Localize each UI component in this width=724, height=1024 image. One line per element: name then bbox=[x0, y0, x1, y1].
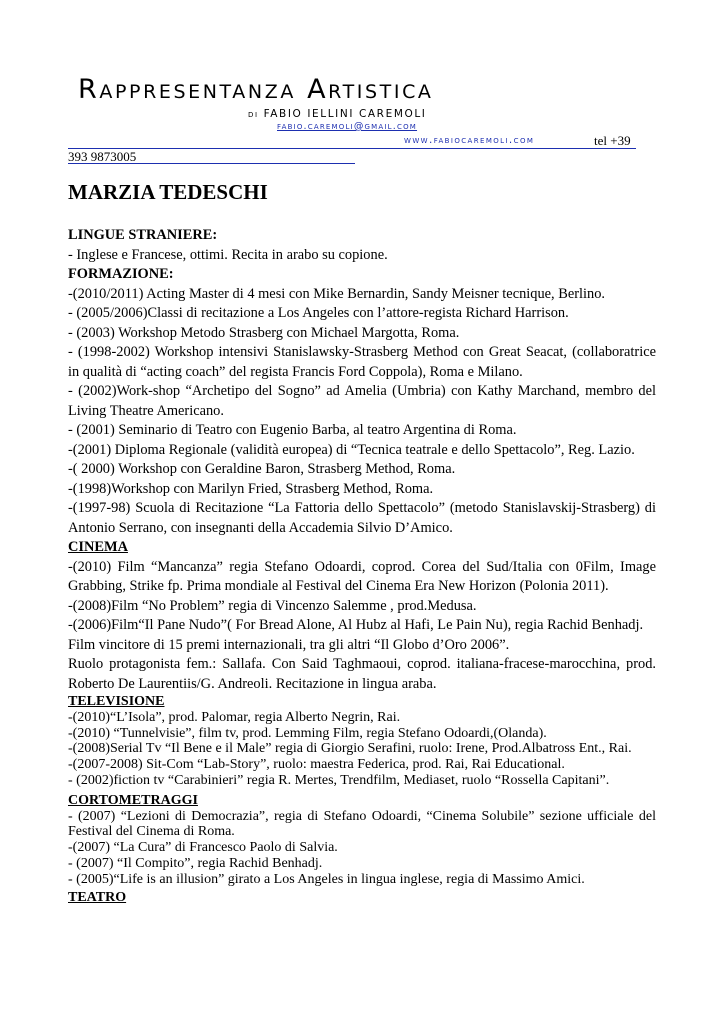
list-item: -(2010) “Tunnelvisie”, film tv, prod. Lemming Film, regia Stefano Odoardi,(Olanda). bbox=[68, 725, 547, 741]
telephone-number: 393 9873005 bbox=[68, 149, 137, 164]
list-item: - Inglese e Francese, ottimi. Recita in arabo su copione. bbox=[68, 246, 388, 263]
list-item: -(2008)Film “No Problem” regia di Vincenzo Salemme , prod.Medusa. bbox=[68, 597, 477, 614]
list-item: - (1998-2002) Workshop intensivi Stanislawsky-Strasberg Method con Great Seacat, (collaboratrice in qualità di “acting coach” del regista Francis Ford Coppola), Roma e Milano. bbox=[68, 344, 656, 380]
website-link[interactable]: www.fabiocaremoli.com bbox=[404, 134, 535, 146]
section-title-teatro: TEATRO bbox=[68, 889, 127, 905]
section-title-televisione: TELEVISIONE bbox=[68, 694, 165, 709]
section-title-lingue: LINGUE STRANIERE: bbox=[68, 227, 218, 243]
list-item: Film vincitore di 15 premi internazionali, tra gli altri “Il Globo d’Oro 2006”. bbox=[68, 636, 510, 653]
list-item: - (2002)fiction tv “Carabinieri” regia R. Mertes, Trendfilm, Mediaset, ruolo “Rossella Capitani”. bbox=[68, 772, 610, 788]
section-title-formazione: FORMAZIONE: bbox=[68, 266, 174, 282]
list-item: - (2003) Workshop Metodo Strasberg con Michael Margotta, Roma. bbox=[68, 324, 460, 341]
list-item: -(2010)“L’Isola”, prod. Palomar, regia Alberto Negrin, Rai. bbox=[68, 709, 401, 725]
list-item: - (2007) “Lezioni di Democrazia”, regia di Stefano Odoardi, “Cinema Solubile” sezione ufficiale del Festival del Cinema di Roma. bbox=[68, 808, 656, 840]
section-title-cortometraggi: CORTOMETRAGGI bbox=[68, 792, 198, 808]
list-item: - (2007) “Il Compito”, regia Rachid Benhadj. bbox=[68, 855, 323, 871]
actor-name: MARZIA TEDESCHI bbox=[68, 180, 268, 204]
agency-title: Rappresentanza Artistica bbox=[78, 74, 434, 105]
list-item: -(2010) Film “Mancanza” regia Stefano Odoardi, coprod. Corea del Sud/Italia con 0Film, Image Grabbing, Strike fp. Prima mondiale al Festival del Cinema Era New Horizon (Polonia 2011). bbox=[68, 558, 656, 594]
contact-divider bbox=[68, 138, 636, 149]
list-item: - (2005/2006)Classi di recitazione a Los Angeles con l’attore-regista Richard Harrison. bbox=[68, 305, 569, 321]
list-item: -(1998)Workshop con Marilyn Fried, Strasberg Method, Roma. bbox=[68, 480, 434, 497]
list-item: -( 2000) Workshop con Geraldine Baron, Strasberg Method, Roma. bbox=[68, 461, 456, 477]
list-item: - (2005)“Life is an illusion” girato a Los Angeles in lingua inglese, regia di Massimo Amici. bbox=[68, 871, 585, 887]
telephone-prefix: tel +39 bbox=[594, 133, 631, 148]
section-title-cinema: CINEMA bbox=[68, 539, 128, 555]
list-item: -(2010/2011) Acting Master di 4 mesi con Mike Bernardin, Sandy Meisner tecnique, Berlino. bbox=[68, 285, 606, 302]
list-item: -(2008)Serial Tv “Il Bene e il Male” regia di Giorgio Serafini, ruolo: Irene, Prod.Albatross Ent., Rai. bbox=[68, 741, 632, 757]
list-item: -(1997-98) Scuola di Recitazione “La Fattoria dello Spettacolo” (metodo Stanislavskij-Strasberg) di Antonio Serrano, con insegnanti della Accademia Silvio D’Amico. bbox=[68, 500, 656, 536]
list-item: - (2002)Work-shop “Archetipo del Sogno” ad Amelia (Umbria) con Kathy Marchand, membro del Living Theatre Americano. bbox=[68, 383, 656, 419]
list-item: Ruolo protagonista fem.: Sallafa. Con Said Taghmaoui, coprod. italiana-fracese-marocchina, prod. Roberto De Laurentiis/G. Andreoli. Recitazione in lingua araba. bbox=[68, 656, 656, 692]
cv-content bbox=[68, 226, 656, 905]
list-item: -(2001) Diploma Regionale (validità europea) di “Tecnica teatrale e dello Spettacolo”, Reg. Lazio. bbox=[68, 441, 635, 458]
list-item: -(2007) “La Cura” di Francesco Paolo di Salvia. bbox=[68, 840, 338, 856]
list-item: - (2001) Seminario di Teatro con Eugenio Barba, al teatro Argentina di Roma. bbox=[68, 422, 517, 438]
list-item: -(2007-2008) Sit-Com “Lab-Story”, ruolo: maestra Federica, prod. Rai, Rai Educational. bbox=[68, 757, 565, 773]
telephone-underline bbox=[68, 163, 355, 164]
agency-subtitle: di FABIO IELLINI CAREMOLI bbox=[248, 108, 427, 120]
list-item: -(2006)Film“Il Pane Nudo”( For Bread Alone, Al Hubz al Hafi, Le Pain Nu), regia Rachid Benhadj. bbox=[68, 617, 644, 633]
email-link[interactable]: fabio.caremoli@gmail.com bbox=[277, 121, 418, 132]
